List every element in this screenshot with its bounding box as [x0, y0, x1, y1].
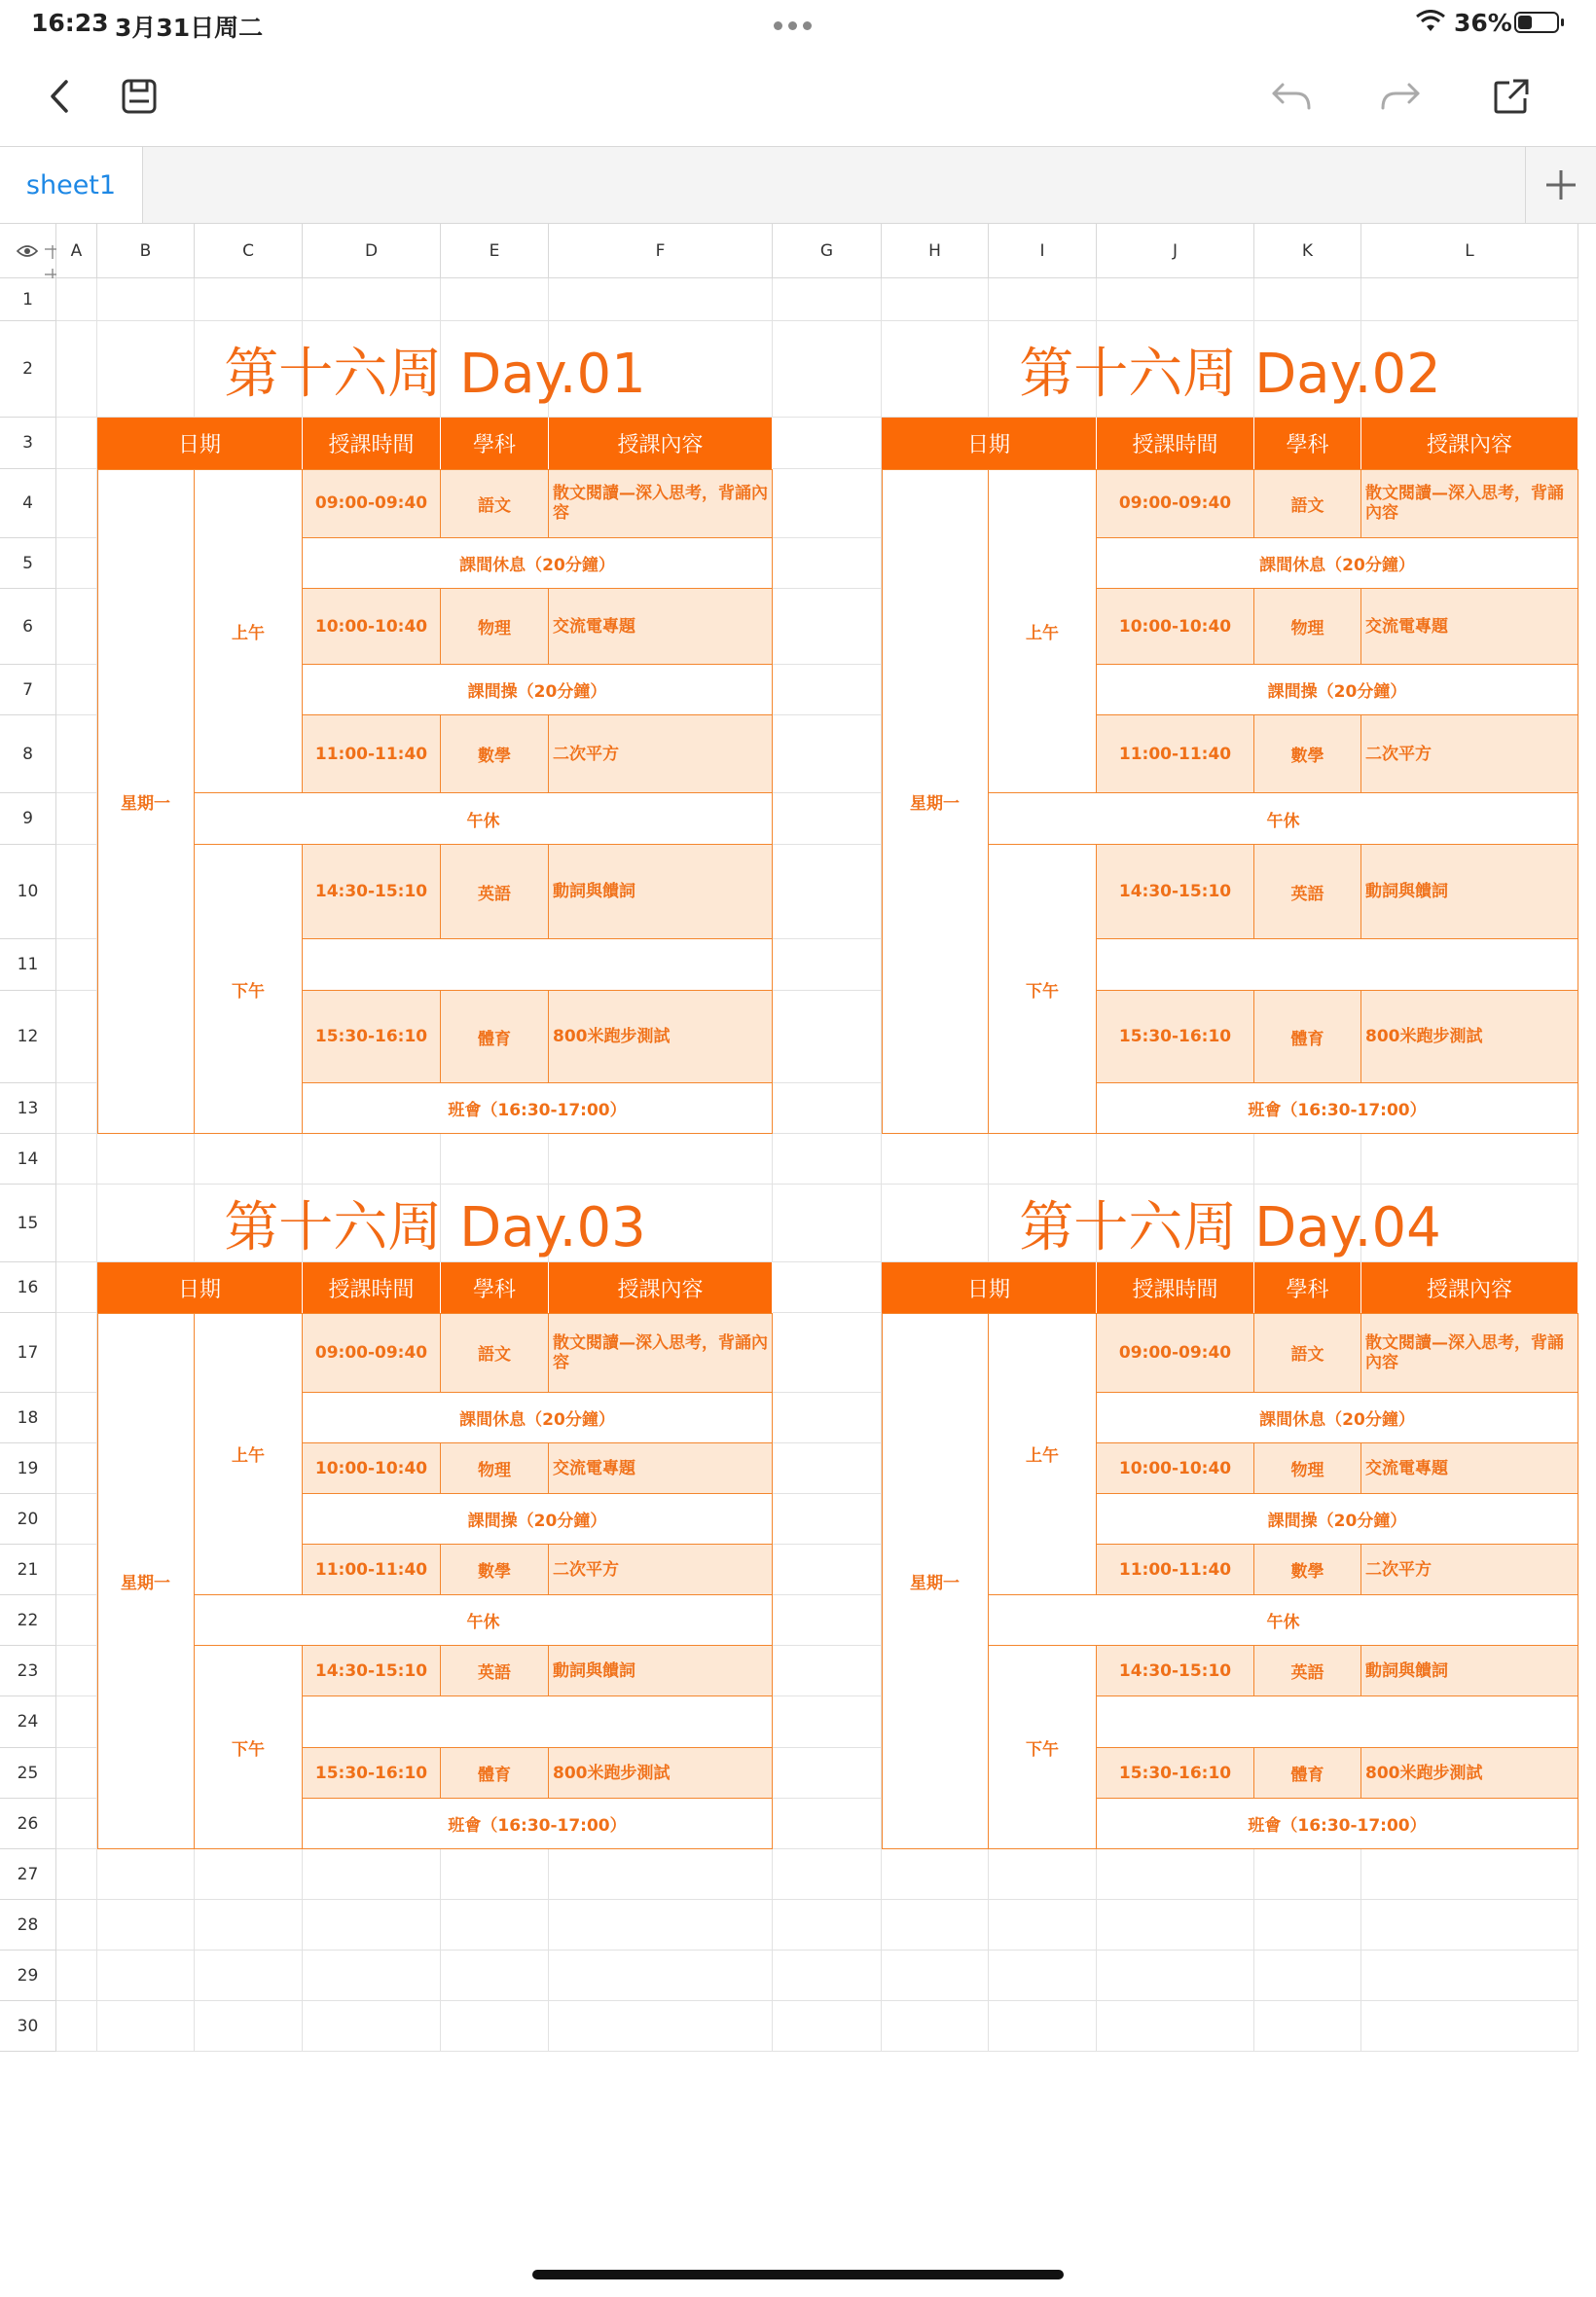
weekday-cell[interactable]: 星期一 — [97, 469, 195, 1134]
row-header-18[interactable]: 18 — [0, 1393, 56, 1443]
lesson-subject[interactable]: 數學 — [1254, 1545, 1361, 1595]
lesson-subject[interactable]: 英語 — [441, 845, 549, 939]
lesson-time[interactable]: 10:00-10:40 — [1097, 589, 1254, 665]
lesson-subject[interactable]: 物理 — [1254, 1443, 1361, 1494]
battery-icon — [1514, 12, 1559, 33]
header-time[interactable]: 授課時間 — [303, 1262, 441, 1313]
row-header-28[interactable]: 28 — [0, 1900, 56, 1951]
row-header-2[interactable]: 2 — [0, 321, 56, 418]
noon-break-cell[interactable]: 午休 — [195, 1595, 773, 1646]
header-time[interactable]: 授課時間 — [1097, 418, 1254, 469]
exercise-break-cell[interactable]: 課間操（20分鐘） — [303, 665, 773, 715]
column-header-a[interactable]: A — [56, 224, 97, 278]
header-time[interactable]: 授課時間 — [303, 418, 441, 469]
row-header-3[interactable]: 3 — [0, 418, 56, 469]
lesson-subject[interactable]: 語文 — [1254, 469, 1361, 538]
exercise-break-cell[interactable]: 課間操（20分鐘） — [303, 1494, 773, 1545]
lesson-content[interactable]: 散文閱讀—深入思考，背誦內容 — [1361, 469, 1578, 538]
row-header-13[interactable]: 13 — [0, 1083, 56, 1134]
lesson-subject[interactable]: 英語 — [1254, 1646, 1361, 1696]
row-header-19[interactable]: 19 — [0, 1443, 56, 1494]
lesson-time[interactable]: 14:30-15:10 — [303, 845, 441, 939]
toolbar — [0, 47, 1596, 144]
eye-icon — [17, 243, 38, 259]
schedule-title[interactable]: 第十六周 Day.03 — [224, 1196, 646, 1259]
lesson-content[interactable]: 800米跑步測試 — [549, 1748, 773, 1799]
empty-cell[interactable] — [303, 1696, 773, 1748]
column-header-e[interactable]: E — [441, 224, 549, 278]
lesson-subject[interactable]: 英語 — [441, 1646, 549, 1696]
empty-cell[interactable] — [303, 939, 773, 991]
column-header-g[interactable]: G — [773, 224, 882, 278]
lesson-subject[interactable]: 物理 — [441, 1443, 549, 1494]
lesson-time[interactable]: 10:00-10:40 — [303, 589, 441, 665]
lesson-content[interactable]: 散文閱讀—深入思考，背誦內容 — [1361, 1313, 1578, 1393]
back-button[interactable] — [37, 74, 82, 119]
header-subject[interactable]: 學科 — [1254, 1262, 1361, 1313]
lesson-time[interactable]: 15:30-16:10 — [1097, 1748, 1254, 1799]
row-header-23[interactable]: 23 — [0, 1646, 56, 1696]
row-header-4[interactable]: 4 — [0, 469, 56, 538]
redo-icon — [1380, 81, 1421, 112]
column-header-d[interactable]: D — [303, 224, 441, 278]
morning-cell[interactable]: 上午 — [195, 1313, 303, 1595]
morning-cell[interactable]: 上午 — [989, 1313, 1097, 1595]
lesson-subject[interactable]: 數學 — [441, 715, 549, 793]
row-header-7[interactable]: 7 — [0, 665, 56, 715]
header-subject[interactable]: 學科 — [1254, 418, 1361, 469]
row-header-24[interactable]: 24 — [0, 1696, 56, 1748]
lesson-content[interactable]: 動詞與饋詞 — [549, 1646, 773, 1696]
weekday-cell[interactable]: 星期一 — [882, 1313, 989, 1849]
row-header-14[interactable]: 14 — [0, 1134, 56, 1185]
lesson-time[interactable]: 11:00-11:40 — [303, 715, 441, 793]
morning-cell[interactable]: 上午 — [195, 469, 303, 793]
share-icon — [1492, 77, 1531, 116]
column-header-l[interactable]: L — [1361, 224, 1578, 278]
row-header-6[interactable]: 6 — [0, 589, 56, 665]
column-header-h[interactable]: H — [882, 224, 989, 278]
save-button[interactable] — [117, 74, 162, 119]
lesson-content[interactable]: 動詞與饋詞 — [1361, 1646, 1578, 1696]
header-subject[interactable]: 學科 — [441, 1262, 549, 1313]
break-cell[interactable]: 課間休息（20分鐘） — [303, 1393, 773, 1443]
lesson-content[interactable]: 800米跑步測試 — [549, 991, 773, 1083]
lesson-content[interactable]: 交流電專題 — [1361, 1443, 1578, 1494]
lesson-time[interactable]: 14:30-15:10 — [1097, 845, 1254, 939]
exercise-break-cell[interactable]: 課間操（20分鐘） — [1097, 1494, 1578, 1545]
row-header-29[interactable]: 29 — [0, 1951, 56, 2001]
morning-cell[interactable]: 上午 — [989, 469, 1097, 793]
row-header-11[interactable]: 11 — [0, 939, 56, 991]
row-header-22[interactable]: 22 — [0, 1595, 56, 1646]
lesson-time[interactable]: 15:30-16:10 — [303, 1748, 441, 1799]
lesson-subject[interactable]: 體育 — [441, 991, 549, 1083]
lesson-content[interactable]: 動詞與饋詞 — [549, 845, 773, 939]
lesson-content[interactable]: 二次平方 — [549, 715, 773, 793]
undo-button[interactable] — [1269, 74, 1314, 119]
status-bar — [0, 0, 1596, 47]
lesson-time[interactable]: 11:00-11:40 — [1097, 715, 1254, 793]
gridline — [56, 1899, 1578, 1900]
header-time[interactable]: 授課時間 — [1097, 1262, 1254, 1313]
row-header-8[interactable]: 8 — [0, 715, 56, 793]
header-content[interactable]: 授課內容 — [1361, 418, 1578, 469]
lesson-subject[interactable]: 體育 — [441, 1748, 549, 1799]
header-content[interactable]: 授課內容 — [1361, 1262, 1578, 1313]
tab-sheet1[interactable]: sheet1 — [0, 147, 143, 223]
gridline — [56, 2000, 1578, 2001]
afternoon-cell[interactable]: 下午 — [195, 1646, 303, 1849]
schedule-title[interactable]: 第十六周 Day.04 — [1019, 1196, 1441, 1259]
class-meeting-cell[interactable]: 班會（16:30-17:00） — [1097, 1083, 1578, 1134]
afternoon-cell[interactable]: 下午 — [989, 845, 1097, 1134]
column-header-j[interactable]: J — [1097, 224, 1254, 278]
wifi-icon — [1416, 10, 1445, 37]
row-header-5[interactable]: 5 — [0, 538, 56, 589]
column-header-c[interactable]: C — [195, 224, 303, 278]
lesson-content[interactable]: 二次平方 — [1361, 715, 1578, 793]
column-header-f[interactable]: F — [549, 224, 773, 278]
undo-icon — [1271, 81, 1312, 112]
select-all-corner[interactable] — [0, 224, 56, 278]
save-icon — [121, 78, 158, 115]
sheet-tab-bar — [0, 146, 1596, 224]
class-meeting-cell[interactable]: 班會（16:30-17:00） — [1097, 1799, 1578, 1849]
schedule-title[interactable]: 第十六周 Day.01 — [224, 342, 646, 406]
status-date: 3月31日周二 — [115, 14, 264, 42]
lesson-subject[interactable]: 語文 — [1254, 1313, 1361, 1393]
class-meeting-cell[interactable]: 班會（16:30-17:00） — [303, 1083, 773, 1134]
lesson-time[interactable]: 14:30-15:10 — [1097, 1646, 1254, 1696]
lesson-time[interactable]: 10:00-10:40 — [303, 1443, 441, 1494]
lesson-subject[interactable]: 體育 — [1254, 1748, 1361, 1799]
row-header-30[interactable]: 30 — [0, 2001, 56, 2052]
multitasking-dots-icon[interactable] — [774, 16, 817, 34]
break-cell[interactable]: 課間休息（20分鐘） — [1097, 1393, 1578, 1443]
row-header-1[interactable]: 1 — [0, 278, 56, 321]
header-date[interactable]: 日期 — [882, 418, 1097, 469]
weekday-cell[interactable]: 星期一 — [97, 1313, 195, 1849]
lesson-time[interactable]: 11:00-11:40 — [303, 1545, 441, 1595]
break-cell[interactable]: 課間休息（20分鐘） — [1097, 538, 1578, 589]
row-header-27[interactable]: 27 — [0, 1849, 56, 1900]
lesson-subject[interactable]: 數學 — [1254, 715, 1361, 793]
afternoon-cell[interactable]: 下午 — [195, 845, 303, 1134]
lesson-time[interactable]: 14:30-15:10 — [303, 1646, 441, 1696]
lesson-time[interactable]: 09:00-09:40 — [1097, 1313, 1254, 1393]
weekday-cell[interactable]: 星期一 — [882, 469, 989, 1134]
lesson-time[interactable]: 09:00-09:40 — [303, 469, 441, 538]
row-header-10[interactable]: 10 — [0, 845, 56, 939]
column-header-b[interactable]: B — [97, 224, 195, 278]
lesson-subject[interactable]: 語文 — [441, 469, 549, 538]
gridline — [56, 1950, 1578, 1951]
afternoon-cell[interactable]: 下午 — [989, 1646, 1097, 1849]
noon-break-cell[interactable]: 午休 — [195, 793, 773, 845]
empty-cell[interactable] — [1097, 1696, 1578, 1748]
header-date[interactable]: 日期 — [97, 1262, 303, 1313]
header-date[interactable]: 日期 — [97, 418, 303, 469]
row-header-16[interactable]: 16 — [0, 1262, 56, 1313]
plus-icon — [1544, 168, 1578, 201]
chevron-left-icon — [48, 79, 71, 114]
lesson-time[interactable]: 09:00-09:40 — [303, 1313, 441, 1393]
lesson-content[interactable]: 交流電專題 — [549, 1443, 773, 1494]
header-content[interactable]: 授課內容 — [549, 418, 773, 469]
battery-percent: 36% — [1454, 9, 1512, 37]
lesson-subject[interactable]: 英語 — [1254, 845, 1361, 939]
lesson-content[interactable]: 動詞與饋詞 — [1361, 845, 1578, 939]
lesson-content[interactable]: 散文閱讀—深入思考，背誦內容 — [549, 469, 773, 538]
gridline — [56, 2051, 1578, 2052]
row-header-17[interactable]: 17 — [0, 1313, 56, 1393]
break-cell[interactable]: 課間休息（20分鐘） — [303, 538, 773, 589]
lesson-content[interactable]: 交流電專題 — [1361, 589, 1578, 665]
status-time: 16:23 — [31, 9, 109, 37]
lesson-time[interactable]: 15:30-16:10 — [1097, 991, 1254, 1083]
redo-button[interactable] — [1378, 74, 1423, 119]
header-date[interactable]: 日期 — [882, 1262, 1097, 1313]
row-header-21[interactable]: 21 — [0, 1545, 56, 1595]
header-content[interactable]: 授課內容 — [549, 1262, 773, 1313]
lesson-time[interactable]: 15:30-16:10 — [303, 991, 441, 1083]
add-sheet-button[interactable] — [1525, 147, 1596, 223]
lesson-content[interactable]: 二次平方 — [549, 1545, 773, 1595]
row-header-25[interactable]: 25 — [0, 1748, 56, 1799]
row-header-9[interactable]: 9 — [0, 793, 56, 845]
empty-cell[interactable] — [1097, 939, 1578, 991]
schedule-title[interactable]: 第十六周 Day.02 — [1019, 342, 1441, 406]
lesson-time[interactable]: 11:00-11:40 — [1097, 1545, 1254, 1595]
lesson-content[interactable]: 800米跑步測試 — [1361, 991, 1578, 1083]
lesson-subject[interactable]: 物理 — [1254, 589, 1361, 665]
share-button[interactable] — [1489, 74, 1534, 119]
header-subject[interactable]: 學科 — [441, 418, 549, 469]
lesson-content[interactable]: 交流電專題 — [549, 589, 773, 665]
noon-break-cell[interactable]: 午休 — [989, 793, 1578, 845]
lesson-subject[interactable]: 體育 — [1254, 991, 1361, 1083]
column-header-k[interactable]: K — [1254, 224, 1361, 278]
lesson-subject[interactable]: 語文 — [441, 1313, 549, 1393]
lesson-subject[interactable]: 物理 — [441, 589, 549, 665]
exercise-break-cell[interactable]: 課間操（20分鐘） — [1097, 665, 1578, 715]
class-meeting-cell[interactable]: 班會（16:30-17:00） — [303, 1799, 773, 1849]
home-indicator — [532, 2270, 1064, 2279]
row-header-12[interactable]: 12 — [0, 991, 56, 1083]
noon-break-cell[interactable]: 午休 — [989, 1595, 1578, 1646]
lesson-content[interactable]: 二次平方 — [1361, 1545, 1578, 1595]
column-header-i[interactable]: I — [989, 224, 1097, 278]
row-header-15[interactable]: 15 — [0, 1185, 56, 1262]
lesson-time[interactable]: 09:00-09:40 — [1097, 469, 1254, 538]
row-header-26[interactable]: 26 — [0, 1799, 56, 1849]
lesson-content[interactable]: 散文閱讀—深入思考，背誦內容 — [549, 1313, 773, 1393]
lesson-content[interactable]: 800米跑步測試 — [1361, 1748, 1578, 1799]
lesson-time[interactable]: 10:00-10:40 — [1097, 1443, 1254, 1494]
row-header-20[interactable]: 20 — [0, 1494, 56, 1545]
lesson-subject[interactable]: 數學 — [441, 1545, 549, 1595]
